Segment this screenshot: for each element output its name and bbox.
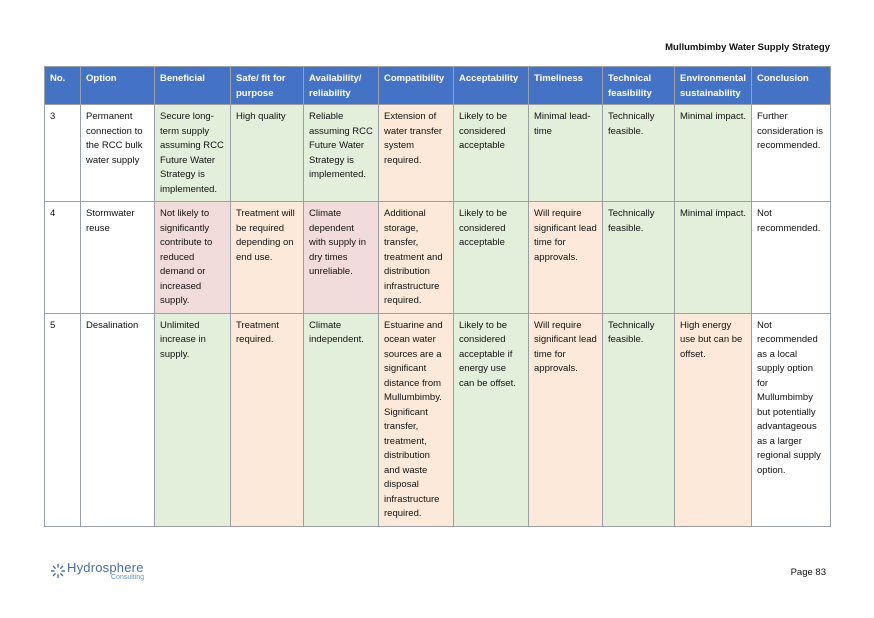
document-title: Mullumbimby Water Supply Strategy <box>665 42 830 53</box>
cell-no: 5 <box>45 313 81 526</box>
cell-availability: Climate dependent with supply in dry times unreliable. <box>304 202 379 314</box>
column-header-beneficial: Beneficial <box>155 67 231 105</box>
cell-conclusion: Not recommended. <box>752 202 831 314</box>
cell-option: Permanent connection to the RCC bulk water supply <box>81 105 155 202</box>
column-header-conclusion: Conclusion <box>752 67 831 105</box>
cell-technical: Technically feasible. <box>603 202 675 314</box>
cell-timeliness: Minimal lead-time <box>529 105 603 202</box>
column-header-technical: Technical feasibility <box>603 67 675 105</box>
cell-acceptability: Likely to be considered acceptable <box>454 202 529 314</box>
logo-subtitle: Consulting <box>111 574 145 581</box>
page-number: Page 83 <box>790 567 826 578</box>
cell-no: 3 <box>45 105 81 202</box>
column-header-availability: Availability/ reliability <box>304 67 379 105</box>
options-assessment-table <box>44 66 831 527</box>
cell-compatibility: Additional storage, transfer, treatment and distribution infrastructure required. <box>379 202 454 314</box>
logo-name: Hydrosphere <box>67 560 144 575</box>
cell-safe: Treatment will be required depending on end use. <box>231 202 304 314</box>
cell-technical: Technically feasible. <box>603 105 675 202</box>
column-header-option: Option <box>81 67 155 105</box>
cell-timeliness: Will require significant lead time for approvals. <box>529 313 603 526</box>
cell-safe: Treatment required. <box>231 313 304 526</box>
column-header-environmental: Environmental sustainability <box>675 67 752 105</box>
cell-conclusion: Further consideration is recommended. <box>752 105 831 202</box>
table-row <box>45 202 831 314</box>
hydrosphere-logo-icon <box>50 563 66 579</box>
cell-conclusion: Not recommended as a local supply option for Mullumbimby but potentially advantageous as a larger regional supply option. <box>752 313 831 526</box>
cell-environmental: Minimal impact. <box>675 202 752 314</box>
hydrosphere-logo <box>50 561 144 581</box>
cell-beneficial: Secure long-term supply assuming RCC Future Water Strategy is implemented. <box>155 105 231 202</box>
cell-timeliness: Will require significant lead time for approvals. <box>529 202 603 314</box>
cell-compatibility: Extension of water transfer system required. <box>379 105 454 202</box>
table-row <box>45 313 831 526</box>
column-header-compatibility: Compatibility <box>379 67 454 105</box>
cell-beneficial: Not likely to significantly contribute to reduced demand or increased supply. <box>155 202 231 314</box>
cell-safe: High quality <box>231 105 304 202</box>
table-header-row <box>45 67 831 105</box>
cell-environmental: High energy use but can be offset. <box>675 313 752 526</box>
table-row <box>45 105 831 202</box>
cell-acceptability: Likely to be considered acceptable if energy use can be offset. <box>454 313 529 526</box>
cell-acceptability: Likely to be considered acceptable <box>454 105 529 202</box>
cell-no: 4 <box>45 202 81 314</box>
cell-environmental: Minimal impact. <box>675 105 752 202</box>
cell-availability: Climate independent. <box>304 313 379 526</box>
cell-beneficial: Unlimited increase in supply. <box>155 313 231 526</box>
cell-availability: Reliable assuming RCC Future Water Strategy is implemented. <box>304 105 379 202</box>
cell-option: Desalination <box>81 313 155 526</box>
cell-compatibility: Estuarine and ocean water sources are a significant distance from Mullumbimby. Significant transfer, treatment, distribution and waste disposal infrastructure required. <box>379 313 454 526</box>
cell-technical: Technically feasible. <box>603 313 675 526</box>
column-header-acceptability: Acceptability <box>454 67 529 105</box>
column-header-safe: Safe/ fit for purpose <box>231 67 304 105</box>
cell-option: Stormwater reuse <box>81 202 155 314</box>
column-header-timeliness: Timeliness <box>529 67 603 105</box>
column-header-no: No. <box>45 67 81 105</box>
